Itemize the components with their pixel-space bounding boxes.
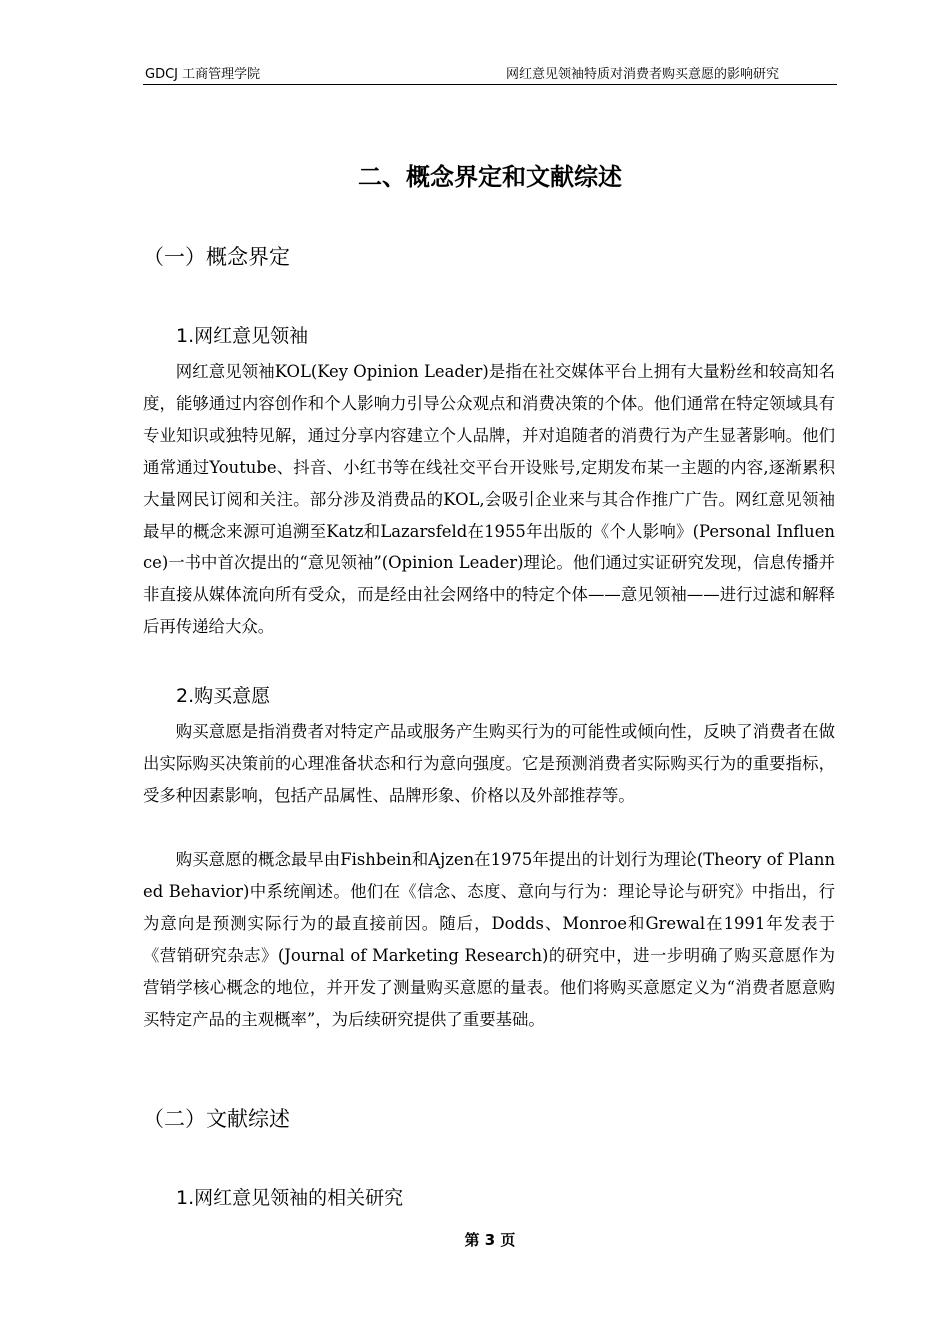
subsection-title-kol: 1.网红意见领袖 <box>176 325 309 347</box>
subsection-title-purchase-intention: 2.购买意愿 <box>176 685 271 707</box>
page-header <box>143 66 837 85</box>
header-institution: GDCJ 工商管理学院 <box>145 67 261 82</box>
page-number: 第 3 页 <box>464 1231 516 1249</box>
paragraph-purchase-intention-history: 购买意愿的概念最早由Fishbein和Ajzen在1975年提出的计划行为理论(Theory of Planned Behavior)中系统阐述。他们在《信念、态度、意向与行为：理论导论与研究》中指出，行为意向是预测实际行为的最直接前因。随后，Dodds、Monroe和Grewal在1991年发表于《营销研究杂志》(Journal of Marketing Research)的研究中，进一步明确了购买意愿作为营销学核心概念的地位，并开发了测量购买意愿的量表。他们将购买意愿定义为“消费者愿意购买特定产品的主观概率”，为后续研究提供了重要基础。 <box>143 850 835 1029</box>
chapter-title: 二、概念界定和文献综述 <box>358 163 622 191</box>
subsection-title-kol-research: 1.网红意见领袖的相关研究 <box>176 1187 404 1209</box>
section-title-literature-review: （二）文献综述 <box>143 1107 290 1131</box>
paragraph-purchase-intention-definition: 购买意愿是指消费者对特定产品或服务产生购买行为的可能性或倾向性，反映了消费者在做出实际购买决策前的心理准备状态和行为意向强度。它是预测消费者实际购买行为的重要指标，受多种因素影响，包括产品属性、品牌形象、价格以及外部推荐等。 <box>143 722 835 805</box>
paragraph-kol-definition: 网红意见领袖KOL(Key Opinion Leader)是指在社交媒体平台上拥有大量粉丝和较高知名度，能够通过内容创作和个人影响力引导公众观点和消费决策的个体。他们通常在特定领域具有专业知识或独特见解，通过分享内容建立个人品牌，并对追随者的消费行为产生显著影响。他们通常通过Youtube、抖音、小红书等在线社交平台开设账号,定期发布某一主题的内容,逐渐累积大量网民订阅和关注。部分涉及消费品的KOL,会吸引企业来与其合作推广广告。网红意见领袖最早的概念来源可追溯至Katz和Lazarsfeld在1955年出版的《个人影响》(Personal Influence)一书中首次提出的“意见领袖”(Opinion Leader)理论。他们通过实证研究发现，信息传播并非直接从媒体流向所有受众，而是经由社会网络中的特定个体——意见领袖——进行过滤和解释后再传递给大众。 <box>143 362 835 637</box>
header-thesis-title: 网红意见领袖特质对消费者购买意愿的影响研究 <box>505 67 779 82</box>
section-title-concepts: （一）概念界定 <box>143 245 290 269</box>
